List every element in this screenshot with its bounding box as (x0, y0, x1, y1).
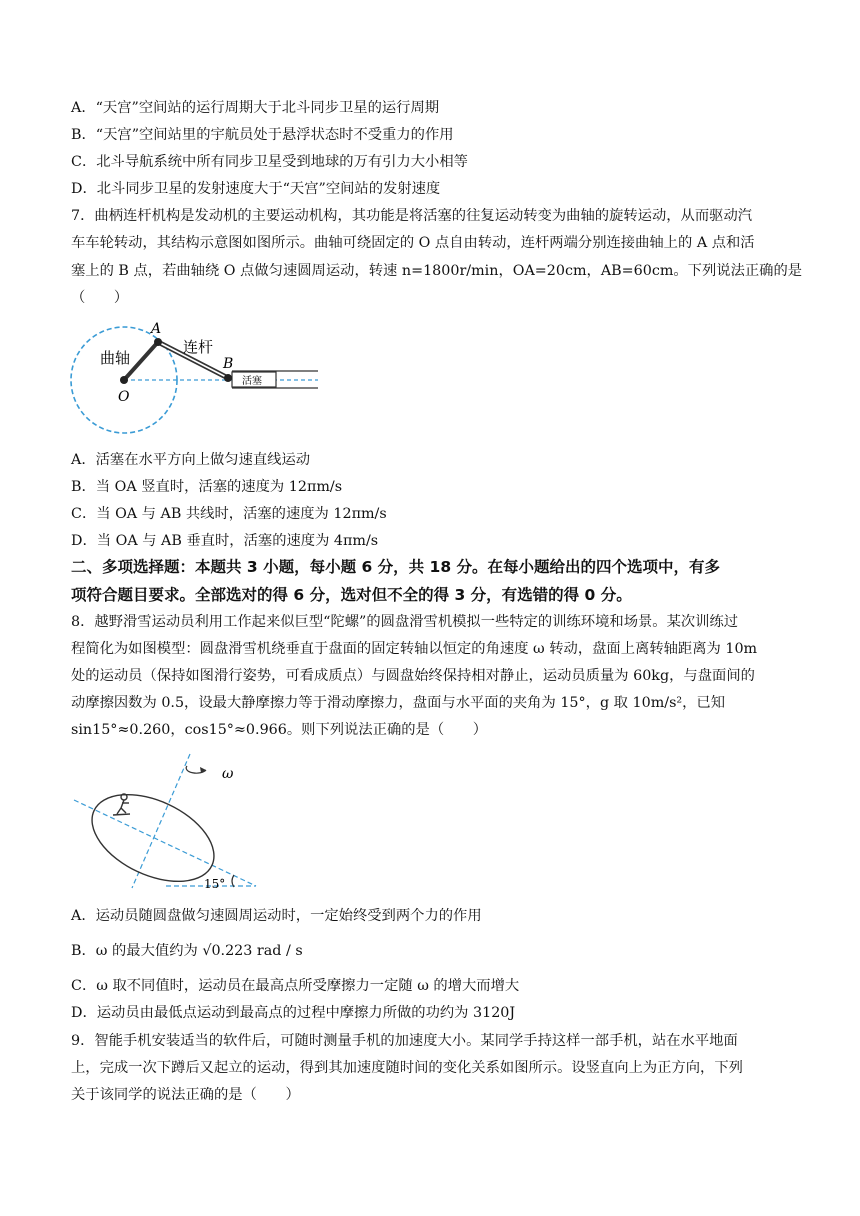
q6-option-d: D．北斗同步卫星的发射速度大于“天宫”空间站的发射速度 (71, 181, 441, 197)
q8-option-a: A．运动员随圆盘做匀速圆周运动时，一定始终受到两个力的作用 (71, 908, 482, 924)
q7-stem-line: 车车轮转动，其结构示意图如图所示。曲轴可绕固定的 O 点自由转动，连杆两端分别连接曲轴上的 A 点和活 (71, 235, 755, 251)
q7-option-a: A．活塞在水平方向上做匀速直线运动 (71, 452, 311, 468)
q9-stem-line: 关于该同学的说法正确的是（ ） (71, 1087, 300, 1103)
section-heading: 二、多项选择题：本题共 3 小题，每小题 6 分，共 18 分。在每小题给出的四个选项中，有多 (71, 558, 721, 576)
q7-option-d: D．当 OA 与 AB 垂直时，活塞的速度为 4πm/s (71, 533, 379, 549)
label-o: O (118, 389, 130, 405)
point-o (120, 376, 128, 384)
piston-label: 活塞 (242, 376, 262, 387)
q8-option-c: C．ω 取不同值时，运动员在最高点所受摩擦力一定随 ω 的增大而增大 (71, 978, 520, 994)
q6-option-b: B．“天宫”空间站里的宇航员处于悬浮状态时不受重力的作用 (71, 127, 454, 143)
angle-label: 15° (204, 877, 226, 891)
disc-ski-diagram (66, 748, 266, 894)
crank-rod-diagram (66, 316, 326, 436)
q9-stem-line: 9．智能手机安装适当的软件后，可随时测量手机的加速度大小。某同学手持这样一部手机，站在水平地面 (71, 1033, 738, 1049)
q7-option-b: B．当 OA 竖直时，活塞的速度为 12πm/s (71, 479, 343, 495)
q8-stem-line: 8．越野滑雪运动员利用工作起来似巨型“陀螺”的圆盘滑雪机模拟一些特定的训练环境和场景。某次训练过 (71, 614, 739, 630)
angle-arc (232, 875, 234, 887)
q8-stem-line: 处的运动员（保持如图滑行姿势，可看成质点）与圆盘始终保持相对静止，运动员质量为 60kg，与盘面间的 (71, 668, 755, 684)
label-a: A (151, 321, 162, 337)
point-b (224, 374, 232, 382)
omega-label: ω (222, 766, 234, 782)
q7-stem-line: 7．曲柄连杆机构是发动机的主要运动机构，其功能是将活塞的往复运动转变为曲轴的旋转运动，从而驱动汽 (71, 208, 753, 224)
q8-option-b: B．ω 的最大值约为 √0.223 rad / s (71, 943, 303, 959)
section-heading: 项符合题目要求。全部选对的得 6 分，选对但不全的得 3 分，有选错的得 0 分。 (71, 586, 632, 604)
rod-label: 连杆 (183, 338, 214, 356)
skier-icon (113, 794, 130, 815)
point-a (154, 338, 162, 346)
q8-stem-line: 动摩擦因数为 0.5，设最大静摩擦力等于滑动摩擦力，盘面与水平面的夹角为 15°，g 取 10m/s²，已知 (71, 695, 726, 711)
q6-option-a: A．“天宫”空间站的运行周期大于北斗同步卫星的运行周期 (71, 100, 440, 116)
rotation-axis (132, 754, 190, 888)
q9-stem-line: 上，完成一次下蹲后又起立的运动，得到其加速度随时间的变化关系如图所示。设竖直向上为正方向，下列 (71, 1060, 743, 1076)
crank-label: 曲轴 (100, 349, 131, 367)
q8-stem-line: sin15°≈0.260，cos15°≈0.966。则下列说法正确的是（ ） (71, 722, 488, 738)
q7-option-c: C．当 OA 与 AB 共线时，活塞的速度为 12πm/s (71, 506, 387, 522)
q7-stem-line: 塞上的 B 点，若曲轴绕 O 点做匀速圆周运动，转速 n=1800r/min，OA=20cm，AB=60cm。下列说法正确的是 (71, 263, 803, 279)
label-b: B (223, 356, 234, 372)
q6-option-c: C．北斗导航系统中所有同步卫星受到地球的万有引力大小相等 (71, 154, 468, 170)
q8-option-d: D．运动员由最低点运动到最高点的过程中摩擦力所做的功约为 3120J (71, 1005, 516, 1021)
q8-stem-line: 程简化为如图模型：圆盘滑雪机绕垂直于盘面的固定转轴以恒定的角速度 ω 转动，盘面上离转轴距离为 10m (71, 641, 758, 657)
q7-stem-line: （ ） (71, 290, 129, 306)
